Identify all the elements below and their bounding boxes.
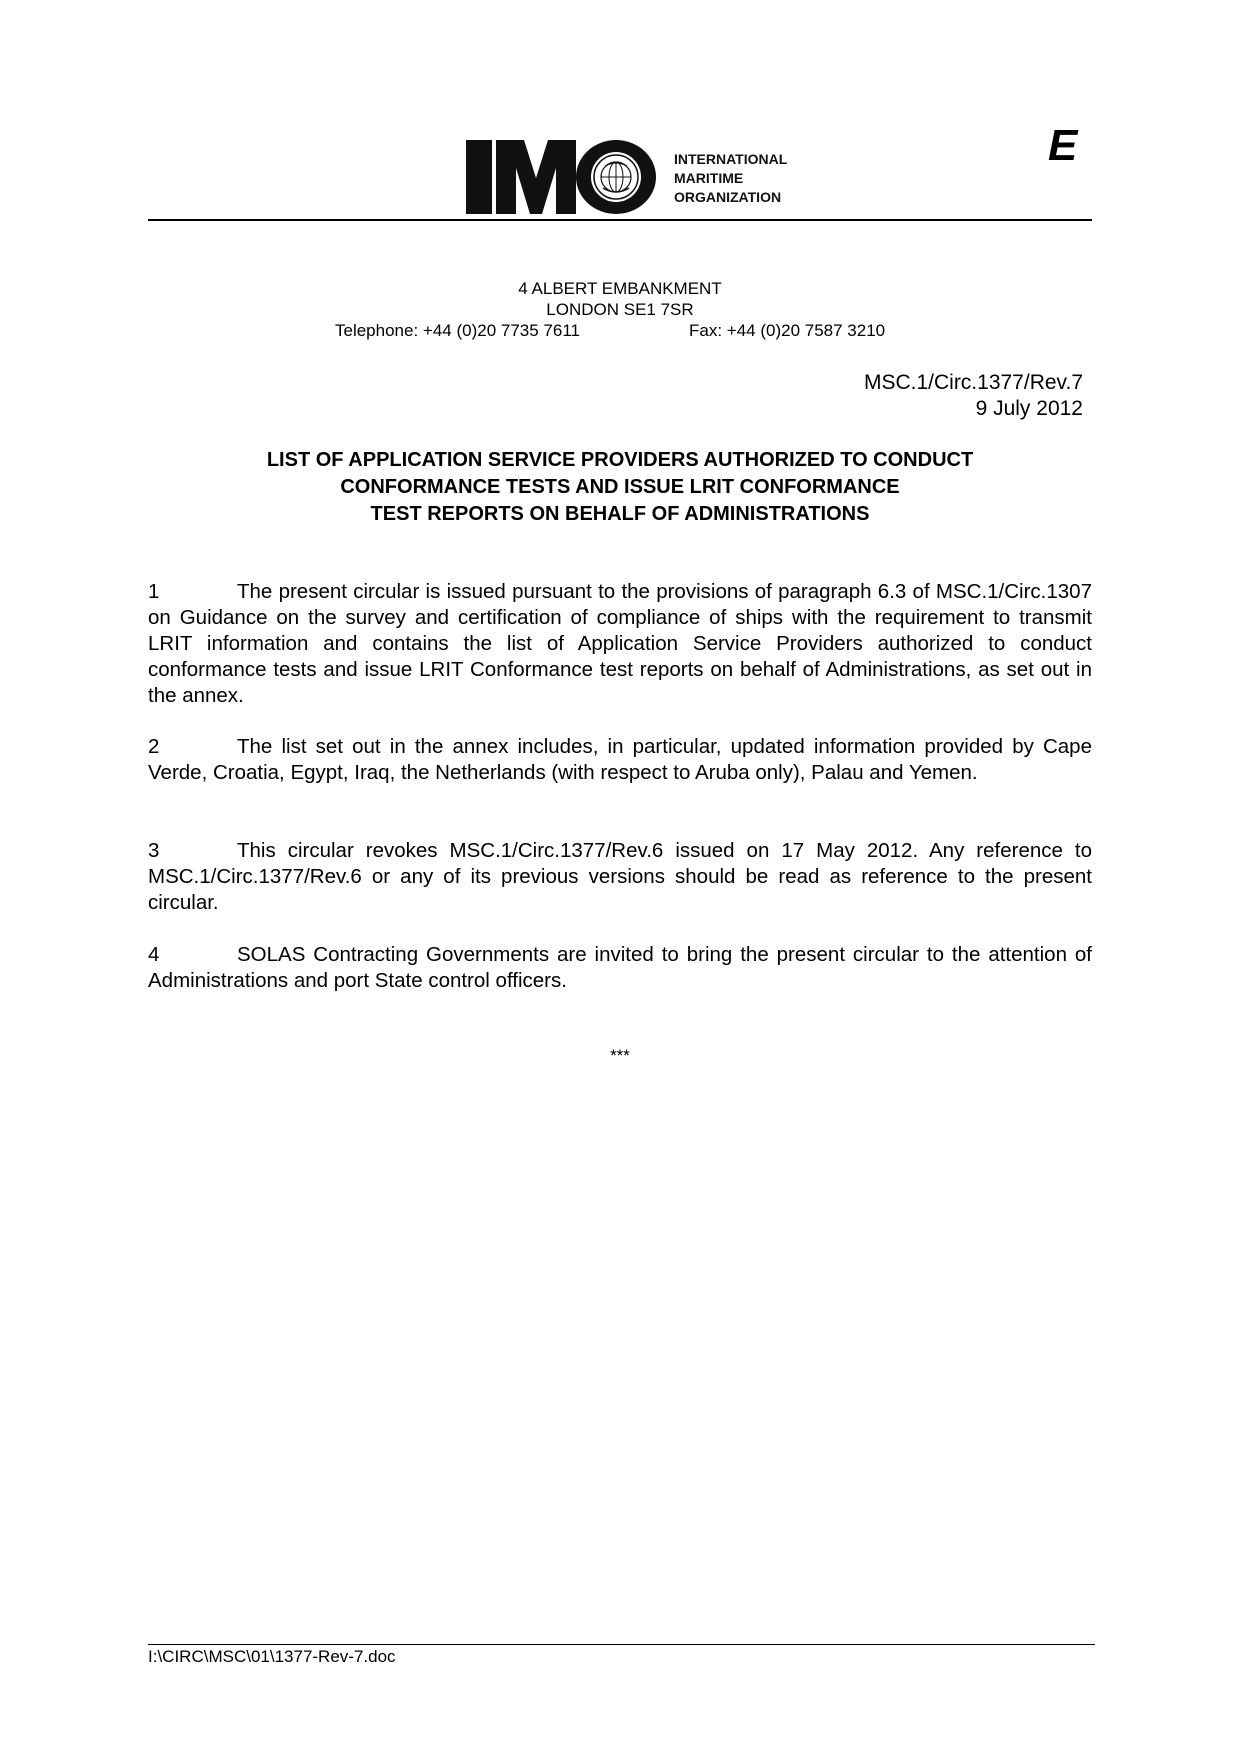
address-block (148, 278, 1092, 341)
header-divider (148, 219, 1092, 221)
title-line-1: LIST OF APPLICATION SERVICE PROVIDERS AUTHORIZED TO CONDUCT (266, 449, 974, 471)
title-line-2: CONFORMANCE TESTS AND ISSUE LRIT CONFORMANCE (340, 476, 900, 498)
document-title (148, 447, 1092, 528)
logo-org-line-1: INTERNATIONAL (674, 151, 788, 167)
logo-org-line-3: ORGANIZATION (674, 189, 782, 205)
paragraph-text: The list set out in the annex includes, in particular, updated information provided by Cape Verde, Croatia, Egypt, Iraq, the Netherlands (with respect to Aruba only), Palau and Yemen. (148, 735, 1092, 784)
address-city: LONDON SE1 7SR (546, 300, 694, 319)
address-street: 4 ALBERT EMBANKMENT (518, 279, 722, 298)
end-marker: *** (610, 1046, 630, 1065)
paragraph-4 (148, 942, 1092, 994)
paragraph-text: This circular revokes MSC.1/Circ.1377/Rev.6 issued on 17 May 2012. Any reference to MSC.1/Circ.1377/Rev.6 or any of its previous versions should be read as reference to the present circular. (148, 839, 1092, 914)
document-reference-block (864, 370, 1083, 422)
fax-number: Fax: +44 (0)20 7587 3210 (689, 321, 886, 340)
logo-org-line-2: MARITIME (674, 170, 744, 186)
language-code: E (1048, 121, 1078, 170)
paragraph-2 (148, 734, 1092, 786)
footer-file-path: I:\CIRC\MSC\01\1377-Rev-7.doc (148, 1647, 396, 1666)
paragraph-1 (148, 579, 1092, 709)
title-line-3: TEST REPORTS ON BEHALF OF ADMINISTRATIONS (370, 503, 870, 525)
footer-divider (148, 1644, 1095, 1645)
paragraph-number: 3 (148, 839, 160, 862)
document-date: 9 July 2012 (975, 397, 1083, 420)
imo-logo (466, 138, 818, 216)
document-reference: MSC.1/Circ.1377/Rev.7 (863, 371, 1083, 394)
telephone-number: Telephone: +44 (0)20 7735 7611 (335, 321, 580, 340)
paragraph-text: The present circular is issued pursuant to the provisions of paragraph 6.3 of MSC.1/Circ.1307 on Guidance on the survey and certification of compliance of ships with the requirement to transmit LRIT information and contains the list of Application Service Providers authorized to conduct conformance tests and issue LRIT Conformance test reports on behalf of Administrations, as set out in the annex. (148, 580, 1092, 707)
paragraph-number: 4 (148, 943, 160, 966)
paragraph-number: 1 (148, 580, 160, 603)
paragraph-text: SOLAS Contracting Governments are invited to bring the present circular to the attention of Administrations and port State control officers. (148, 943, 1092, 992)
contact-line (148, 320, 1092, 341)
paragraph-number: 2 (148, 735, 160, 758)
paragraph-3 (148, 838, 1092, 916)
